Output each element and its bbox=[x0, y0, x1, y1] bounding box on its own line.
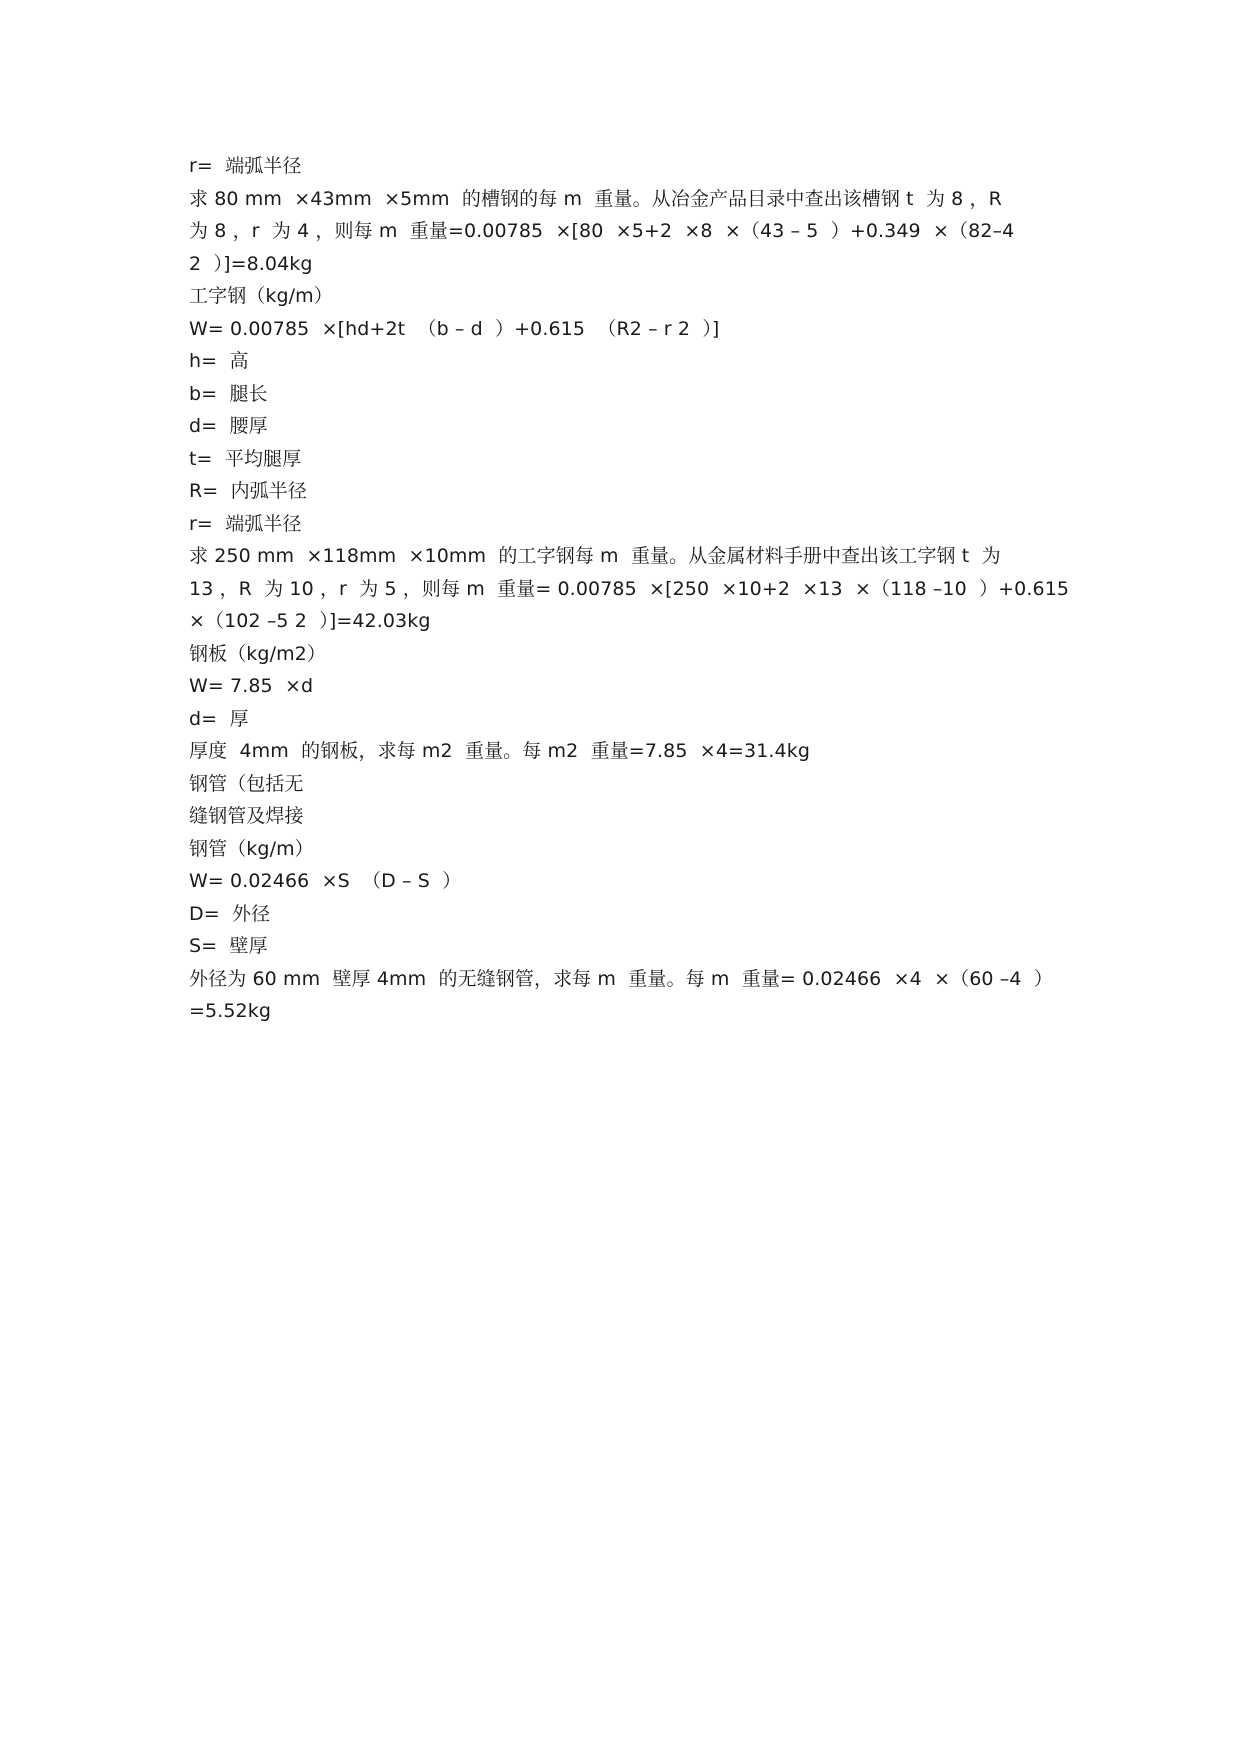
text-line: r= 端弧半径 bbox=[189, 155, 302, 177]
section-heading: 钢管（kg/m） bbox=[189, 837, 314, 860]
variable-definition: t= 平均腿厚 bbox=[189, 447, 302, 470]
document-body bbox=[189, 150, 1089, 1028]
section-heading: 缝钢管及焊接 bbox=[189, 805, 304, 827]
variable-definition: R= 内弧半径 bbox=[189, 480, 308, 502]
variable-definition: b= 腿长 bbox=[189, 382, 268, 405]
text-line: 2 ）]=8.04kg bbox=[189, 252, 313, 275]
variable-definition: d= 厚 bbox=[189, 707, 249, 730]
variable-definition: h= 高 bbox=[189, 350, 249, 372]
text-line: =5.52kg bbox=[189, 1000, 271, 1022]
text-line: ×（102 –5 2 ）]=42.03kg bbox=[189, 610, 431, 632]
variable-definition: d= 腰厚 bbox=[189, 415, 268, 437]
formula-line: W= 7.85 ×d bbox=[189, 675, 314, 697]
section-heading: 工字钢（kg/m） bbox=[189, 285, 333, 307]
variable-definition: D= 外径 bbox=[189, 902, 271, 925]
text-line: 外径为 60 mm 壁厚 4mm 的无缝钢管，求每 m 重量。每 m 重量= 0.02466 ×4 ×（60 –4 ） bbox=[189, 967, 1053, 990]
text-line: 求 80 mm ×43mm ×5mm 的槽钢的每 m 重量。从冶金产品目录中查出该槽钢 t 为 8 ，R bbox=[189, 187, 1002, 210]
text-line: 求 250 mm ×118mm ×10mm 的工字钢每 m 重量。从金属材料手册中查出该工字钢 t 为 bbox=[189, 545, 1001, 567]
formula-line: W= 0.02466 ×S （D – S ） bbox=[189, 870, 462, 892]
formula-line: W= 0.00785 ×[hd+2t （b – d ）+0.615 （R2 – r 2 ）] bbox=[189, 317, 720, 340]
variable-definition: r= 端弧半径 bbox=[189, 512, 302, 535]
variable-definition: S= 壁厚 bbox=[189, 935, 268, 957]
text-line: 厚度 4mm 的钢板，求每 m2 重量。每 m2 重量=7.85 ×4=31.4kg bbox=[189, 740, 810, 762]
section-heading: 钢管（包括无 bbox=[189, 772, 304, 795]
text-line: 为 8 ，r 为 4 ，则每 m 重量=0.00785 ×[80 ×5+2 ×8 ×（43 – 5 ）+0.349 ×（82–4 bbox=[189, 220, 1015, 242]
section-heading: 钢板（kg/m2） bbox=[189, 642, 326, 665]
text-line: 13 ，R 为 10 ，r 为 5 ，则每 m 重量= 0.00785 ×[250 ×10+2 ×13 ×（118 –10 ）+0.615 bbox=[189, 577, 1070, 600]
